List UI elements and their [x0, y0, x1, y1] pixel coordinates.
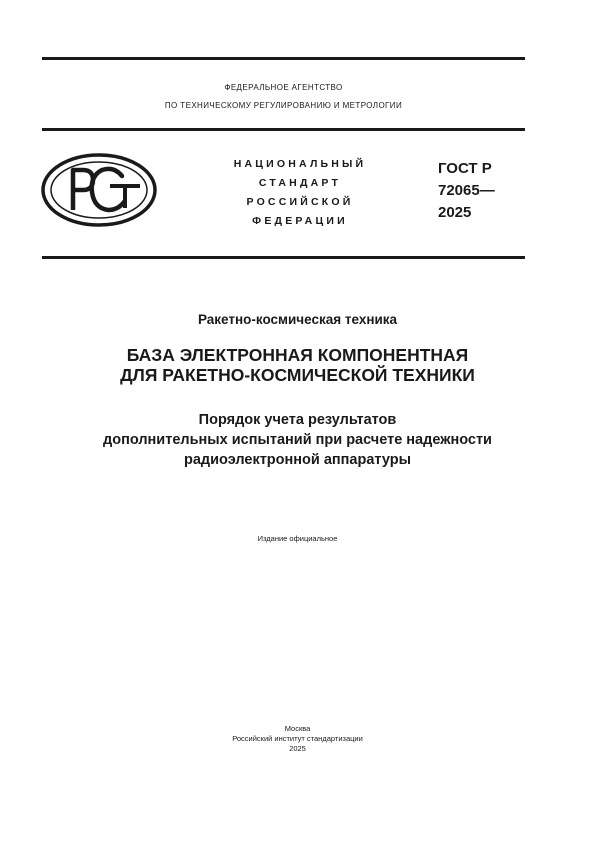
- standard-code: [438, 158, 495, 224]
- standard-type: [200, 155, 400, 231]
- imprint-year: 2025: [289, 744, 306, 753]
- standard-code-line-2: 72065—: [438, 182, 495, 199]
- document-title-line-2: ДЛЯ РАКЕТНО-КОСМИЧЕСКОЙ ТЕХНИКИ: [120, 365, 475, 385]
- document-subtitle-line-3: радиоэлектронной аппаратуры: [184, 452, 411, 468]
- imprint: [0, 724, 595, 754]
- document-subject: Ракетно-космическая техника: [197, 312, 398, 327]
- imprint-publisher: Российский институт стандартизации: [232, 734, 363, 743]
- top-rule: [42, 57, 525, 60]
- lower-divider: [42, 256, 525, 259]
- agency-line-1: ФЕДЕРАЛЬНОЕ АГЕНТСТВО: [224, 83, 343, 92]
- document-subtitle: [0, 410, 595, 470]
- standard-type-line-4: ФЕДЕРАЦИИ: [252, 215, 348, 227]
- imprint-city: Москва: [284, 724, 311, 733]
- standard-code-line-1: ГОСТ Р: [438, 160, 492, 177]
- document-subtitle-line-1: Порядок учета результатов: [198, 412, 397, 428]
- standard-code-line-3: 2025: [438, 204, 472, 221]
- standard-type-line-2: СТАНДАРТ: [258, 177, 342, 189]
- standard-type-line-3: РОССИЙСКОЙ: [246, 196, 354, 208]
- document-title: [0, 345, 595, 385]
- document-title-line-1: БАЗА ЭЛЕКТРОННАЯ КОМПОНЕНТНАЯ: [126, 345, 469, 365]
- standard-type-line-1: НАЦИОНАЛЬНЫЙ: [233, 158, 367, 170]
- gost-r-logo-icon: [40, 152, 158, 228]
- edition-note: Издание официальное: [257, 534, 338, 543]
- upper-divider: [42, 128, 525, 131]
- agency-line-2: ПО ТЕХНИЧЕСКОМУ РЕГУЛИРОВАНИЮ И МЕТРОЛОГИИ: [164, 101, 403, 110]
- document-subtitle-line-2: дополнительных испытаний при расчете надежности: [103, 432, 492, 448]
